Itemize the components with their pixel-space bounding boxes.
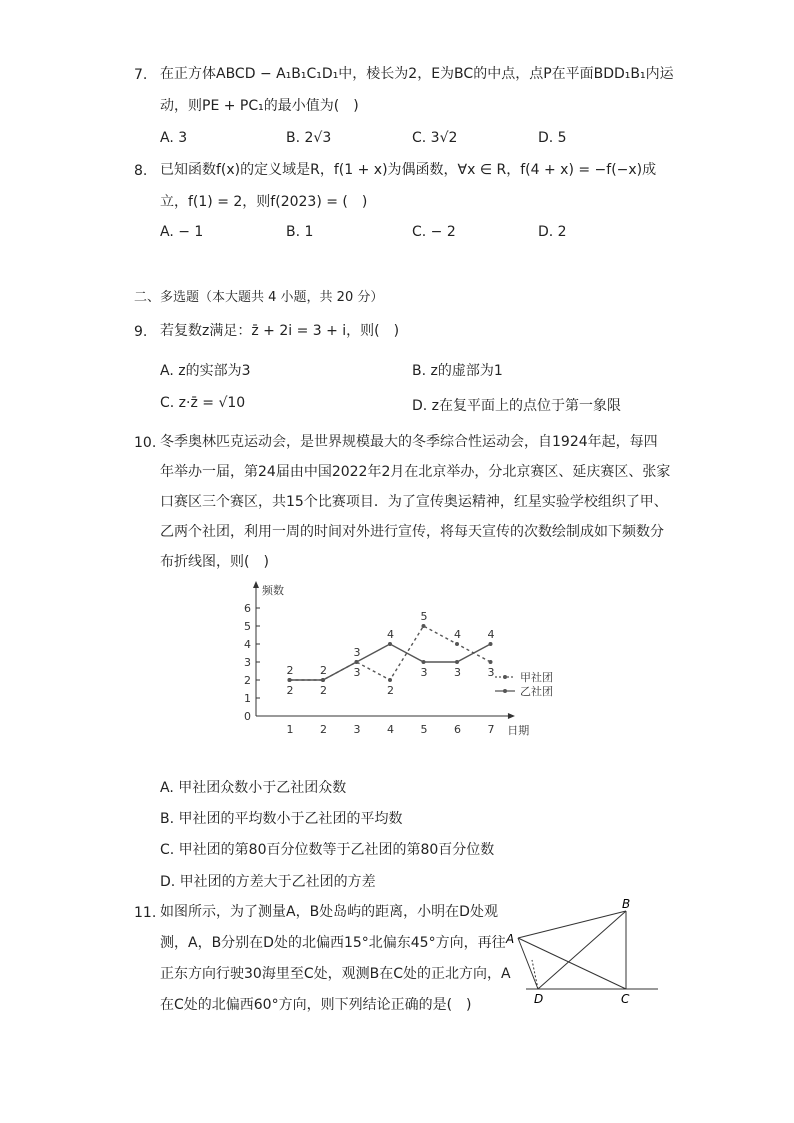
q8-line-1: 已知函数f(x)的定义域是R，f(1 + x)为偶函数，∀x ∈ R，f(4 + x) = −f(−x)成 bbox=[160, 162, 657, 178]
q11-line-1: 如图所示，为了测量A，B处岛屿的距离，小明在D处观 bbox=[160, 904, 498, 920]
series-1-data-label: 2 bbox=[286, 664, 294, 677]
y-tick-label: 1 bbox=[244, 692, 251, 705]
segment-ac bbox=[518, 938, 626, 989]
q8-option-c[interactable]: C. − 2 bbox=[412, 224, 456, 240]
x-axis-arrow bbox=[508, 713, 515, 719]
y-tick-label: 0 bbox=[244, 710, 251, 723]
series-2-point bbox=[422, 660, 426, 664]
q8-option-b[interactable]: B. 1 bbox=[286, 224, 314, 240]
q11-line-4: 在C处的北偏西60°方向，则下列结论正确的是( ) bbox=[160, 997, 472, 1013]
q7-option-a[interactable]: A. 3 bbox=[160, 130, 188, 146]
x-axis-label: 日期 bbox=[507, 724, 530, 737]
q7-option-d[interactable]: D. 5 bbox=[538, 130, 567, 146]
island-survey-figure bbox=[498, 898, 668, 1008]
q9-option-b[interactable]: B. z的虚部为1 bbox=[412, 363, 503, 379]
label-c: C bbox=[621, 992, 630, 1006]
q9-line-1: 若复数z满足：z̄ + 2i = 3 + i，则( ) bbox=[160, 323, 400, 339]
x-tick-label: 3 bbox=[353, 723, 361, 736]
series-1-point bbox=[388, 678, 392, 682]
series-2-data-label: 4 bbox=[387, 628, 394, 641]
legend-label-2: 乙社团 bbox=[520, 685, 553, 698]
frequency-line-chart bbox=[220, 578, 560, 748]
series-1-point bbox=[422, 624, 426, 628]
q10-option-c[interactable]: C. 甲社团的第80百分位数等于乙社团的第80百分位数 bbox=[160, 842, 495, 858]
q7-option-c[interactable]: C. 3√2 bbox=[412, 130, 458, 146]
series-1-point bbox=[489, 660, 493, 664]
series-2-data-label: 3 bbox=[454, 666, 461, 679]
q10-option-b[interactable]: B. 甲社团的平均数小于乙社团的平均数 bbox=[160, 811, 403, 827]
series-1-point bbox=[455, 642, 459, 646]
y-axis-label: 频数 bbox=[262, 584, 284, 597]
y-tick-label: 4 bbox=[244, 638, 251, 651]
q10-line-1: 冬季奥林匹克运动会，是世界规模最大的冬季综合性运动会，自1924年起，每四 bbox=[160, 434, 658, 450]
section-heading: 二、多选题（本大题共 4 小题，共 20 分） bbox=[134, 290, 384, 305]
legend-marker-2 bbox=[503, 689, 507, 693]
q10-number: 10. bbox=[134, 435, 157, 451]
north-dashed-line bbox=[532, 960, 538, 989]
label-d: D bbox=[534, 992, 544, 1006]
x-tick-label: 2 bbox=[320, 723, 327, 736]
series-2-point bbox=[321, 678, 325, 682]
series-2-point bbox=[355, 660, 359, 664]
x-tick-label: 7 bbox=[487, 723, 495, 736]
series-2-point bbox=[288, 678, 292, 682]
q8-number: 8. bbox=[134, 163, 148, 179]
q7-line-2: 动，则PE + PC₁的最小值为( ) bbox=[160, 98, 359, 114]
label-b: B bbox=[622, 898, 631, 911]
q10-option-d[interactable]: D. 甲社团的方差大于乙社团的方差 bbox=[160, 874, 376, 890]
series-2-point bbox=[489, 642, 493, 646]
q8-line-2: 立，f(1) = 2，则f(2023) = ( ) bbox=[160, 194, 368, 210]
q8-option-d[interactable]: D. 2 bbox=[538, 224, 567, 240]
series-2-point bbox=[388, 642, 392, 646]
y-tick-label: 2 bbox=[244, 674, 251, 687]
y-axis-arrow bbox=[253, 581, 259, 588]
q8-option-a[interactable]: A. − 1 bbox=[160, 224, 204, 240]
q11-number: 11. bbox=[134, 905, 157, 921]
series-2-point bbox=[455, 660, 459, 664]
series-1-data-label: 5 bbox=[420, 610, 428, 623]
legend-label-1: 甲社团 bbox=[520, 671, 553, 684]
legend-marker-1 bbox=[503, 675, 507, 679]
series-2-data-label: 4 bbox=[487, 628, 495, 641]
y-tick-label: 6 bbox=[244, 602, 251, 615]
q7-number: 7. bbox=[134, 67, 148, 83]
series-2-data-label: 3 bbox=[420, 666, 428, 679]
q11-line-2: 测，A，B分别在D处的北偏西15°北偏东45°方向，再往 bbox=[160, 935, 506, 951]
series-2-data-label: 3 bbox=[353, 666, 361, 679]
series-1-data-label: 3 bbox=[353, 646, 361, 659]
y-tick-label: 5 bbox=[244, 620, 251, 633]
label-a: A bbox=[506, 932, 515, 946]
q10-line-5: 布折线图，则( ) bbox=[160, 554, 269, 570]
x-tick-label: 4 bbox=[387, 723, 394, 736]
series-1-data-label: 2 bbox=[387, 684, 394, 697]
segment-db bbox=[538, 911, 626, 989]
q11-line-3: 正东方向行驶30海里至C处，观测B在C处的正北方向，A bbox=[160, 966, 511, 982]
q9-option-c[interactable]: C. z·z̄ = √10 bbox=[160, 395, 246, 411]
series-2-data-label: 2 bbox=[286, 684, 294, 697]
q10-line-2: 年举办一届，第24届由中国2022年2月在北京举办，分北京赛区、延庆赛区、张家 bbox=[160, 464, 671, 480]
segment-ab bbox=[518, 911, 626, 938]
q7-option-b[interactable]: B. 2√3 bbox=[286, 130, 332, 146]
q9-number: 9. bbox=[134, 324, 148, 340]
y-tick-label: 3 bbox=[244, 656, 251, 669]
q10-line-3: 口赛区三个赛区，共15个比赛项目．为了宣传奥运精神，红星实验学校组织了甲、 bbox=[160, 494, 668, 510]
x-tick-label: 6 bbox=[454, 723, 461, 736]
series-2-data-label: 2 bbox=[320, 684, 327, 697]
series-1-data-label: 2 bbox=[320, 664, 327, 677]
x-tick-label: 1 bbox=[286, 723, 294, 736]
q10-option-a[interactable]: A. 甲社团众数小于乙社团众数 bbox=[160, 780, 347, 796]
x-tick-label: 5 bbox=[420, 723, 428, 736]
q9-option-d[interactable]: D. z在复平面上的点位于第一象限 bbox=[412, 398, 622, 414]
q10-line-4: 乙两个社团，利用一周的时间对外进行宣传，将每天宣传的次数绘制成如下频数分 bbox=[160, 524, 664, 540]
q9-option-a[interactable]: A. z的实部为3 bbox=[160, 363, 251, 379]
q7-line-1: 在正方体ABCD − A₁B₁C₁D₁中，棱长为2，E为BC的中点，点P在平面BDD₁B₁内运 bbox=[160, 66, 674, 82]
series-1-data-label: 4 bbox=[454, 628, 461, 641]
series-1-data-label: 3 bbox=[487, 666, 495, 679]
